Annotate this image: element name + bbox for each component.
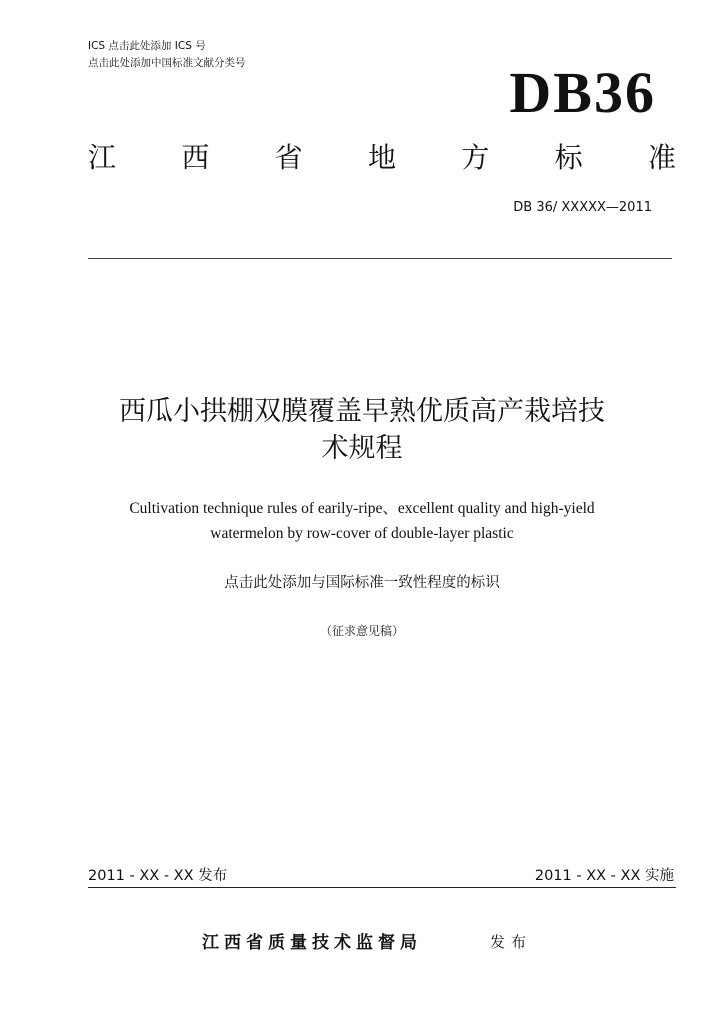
english-title xyxy=(60,496,664,546)
standard-type-char: 江 xyxy=(88,141,117,174)
english-title-line-1: Cultivation technique rules of earily-ripe、excellent quality and high-yield xyxy=(129,500,595,517)
chinese-title xyxy=(40,393,684,467)
standard-type-char: 方 xyxy=(461,141,490,174)
standard-type-char: 省 xyxy=(274,141,303,174)
standard-type-char: 标 xyxy=(554,141,583,174)
standard-type-char: 准 xyxy=(647,141,676,174)
issuing-authority: 江西省质量技术监督局 xyxy=(202,933,422,953)
standard-type-char: 地 xyxy=(367,141,396,174)
issue-label: 发布 xyxy=(490,933,533,951)
standard-code: DB36 xyxy=(509,60,656,125)
consistency-marker-placeholder: 点击此处添加与国际标准一致性程度的标识 xyxy=(224,575,500,591)
english-title-line-2: watermelon by row-cover of double-layer plastic xyxy=(210,525,514,542)
standard-number: DB 36/ XXXXX—2011 xyxy=(513,200,652,215)
implementation-date: 2011 - XX - XX 实施 xyxy=(534,868,674,884)
ics-number-placeholder: ICS 点击此处添加 ICS 号 xyxy=(88,40,206,52)
chinese-title-line-1: 西瓜小拱棚双膜覆盖早熟优质高产栽培技 xyxy=(119,396,605,427)
draft-status: （征求意见稿） xyxy=(319,624,404,638)
classification-number-placeholder: 点击此处添加中国标准文献分类号 xyxy=(88,57,246,69)
header-divider xyxy=(88,258,672,259)
chinese-title-line-2: 术规程 xyxy=(321,433,403,464)
standard-type-title xyxy=(88,140,676,176)
issue-date: 2011 - XX - XX 发布 xyxy=(88,868,228,884)
standard-type-char: 西 xyxy=(181,141,210,174)
footer-divider xyxy=(88,887,676,888)
